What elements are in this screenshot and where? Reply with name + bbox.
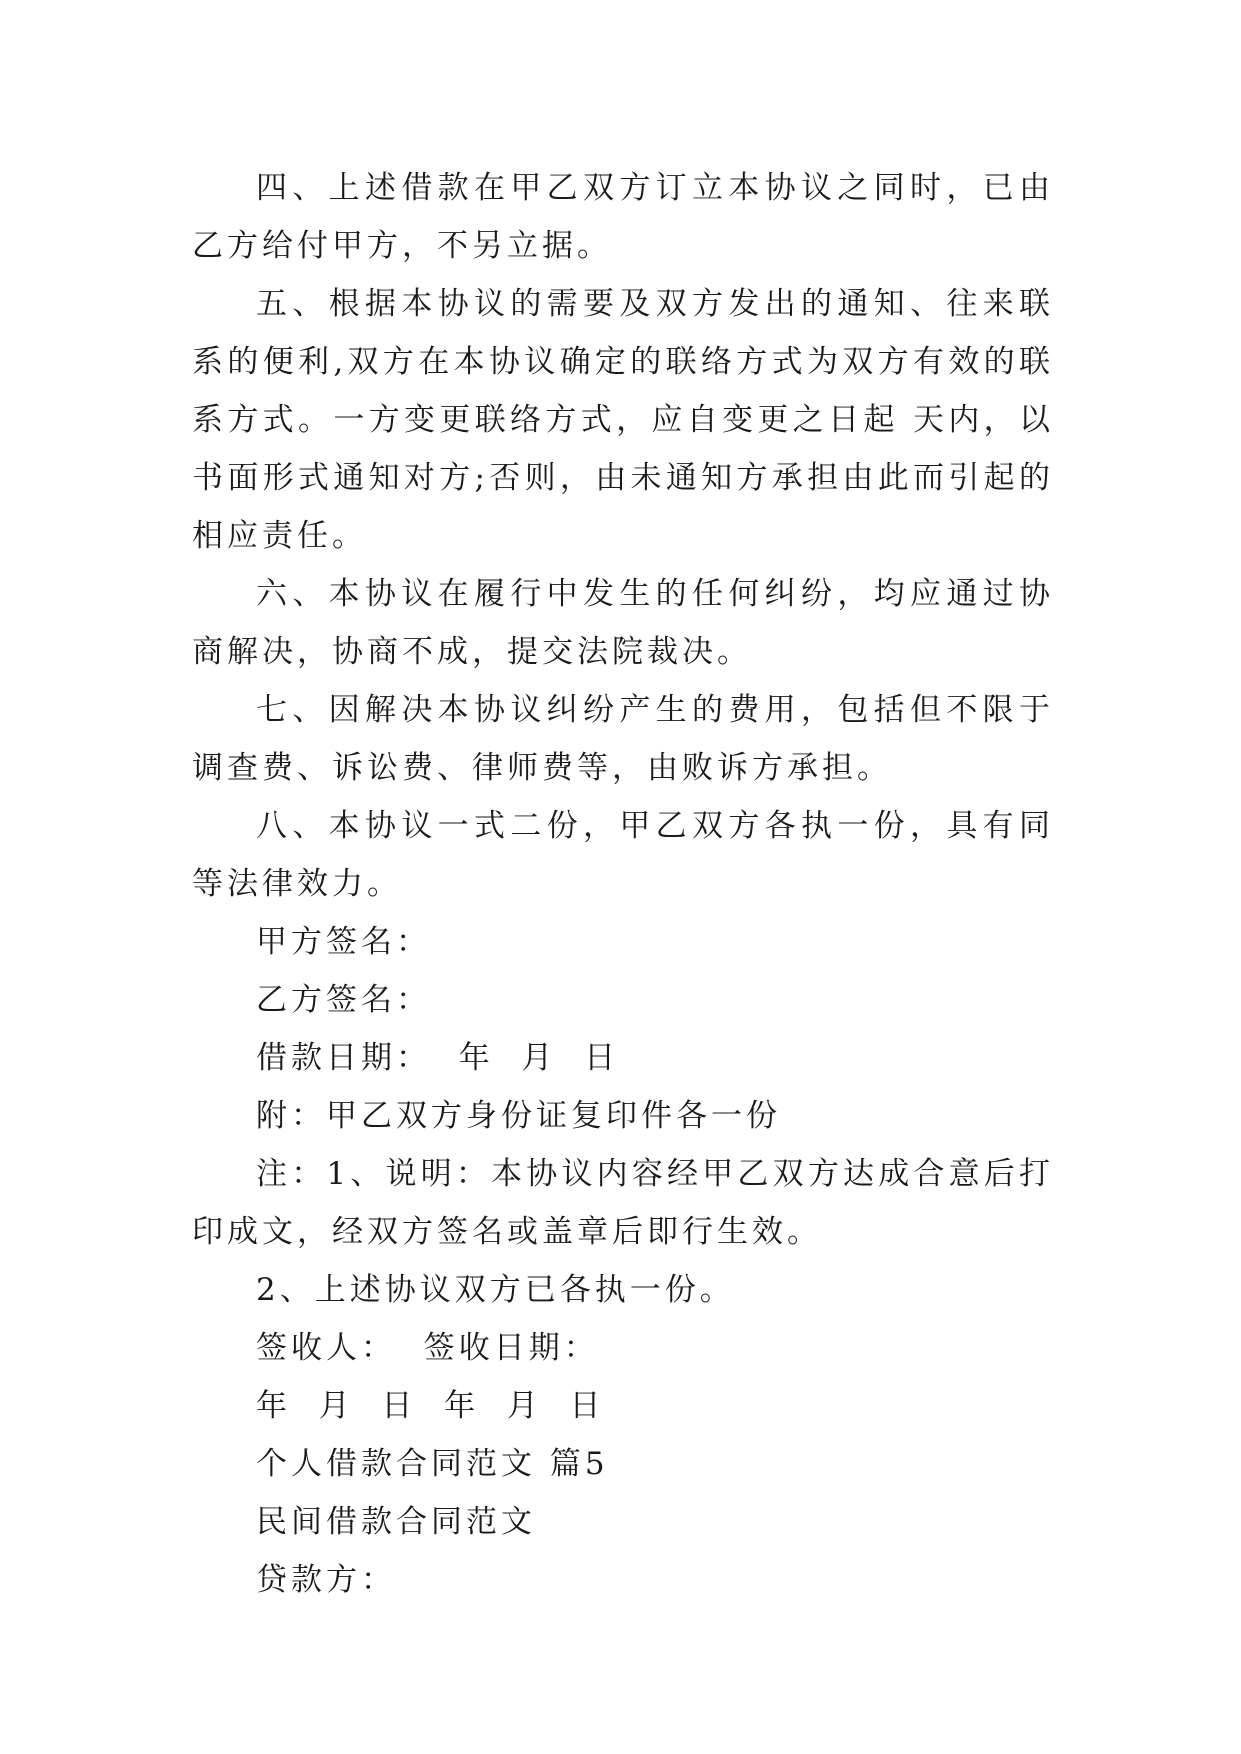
clause-seven: 七、因解决本协议纠纷产生的费用，包括但不限于调查费、诉讼费、律师费等，由败诉方承担。 [192, 692, 1054, 786]
clause-six: 六、本协议在履行中发生的任何纠纷，均应通过协商解决，协商不成，提交法院裁决。 [192, 576, 1054, 670]
contract-title: 民间借款合同范文 [256, 1504, 536, 1540]
document-body [192, 159, 1054, 1609]
party-b-signature: 乙方签名： [256, 982, 431, 1018]
receipt-dates: 年 月 日 年 月 日 [256, 1388, 605, 1424]
clause-eight: 八、本协议一式二份，甲乙双方各执一份，具有同等法律效力。 [192, 808, 1054, 902]
party-a-signature: 甲方签名： [256, 924, 431, 960]
lender-label: 贷款方： [256, 1562, 396, 1598]
note-two: 2、上述协议双方已各执一份。 [256, 1272, 735, 1308]
attachment-note: 附：甲乙双方身份证复印件各一份 [256, 1098, 781, 1134]
receipt-line: 签收人： 签收日期： [256, 1330, 599, 1366]
loan-date: 借款日期： 年 月 日 [256, 1040, 620, 1076]
clause-five: 五、根据本协议的需要及双方发出的通知、往来联系的便利,双方在本协议确定的联络方式为双方有效的联系方式。一方变更联络方式，应自变更之日起 天内，以书面形式通知对方;否则，由未通知方承担由此而引起的相应责任。 [192, 286, 1054, 554]
note-one: 注：1、说明：本协议内容经甲乙双方达成合意后打印成文，经双方签名或盖章后即行生效。 [192, 1156, 1054, 1250]
section-heading: 个人借款合同范文 篇5 [256, 1446, 609, 1482]
clause-four: 四、上述借款在甲乙双方订立本协议之同时，已由乙方给付甲方，不另立据。 [192, 170, 1054, 264]
